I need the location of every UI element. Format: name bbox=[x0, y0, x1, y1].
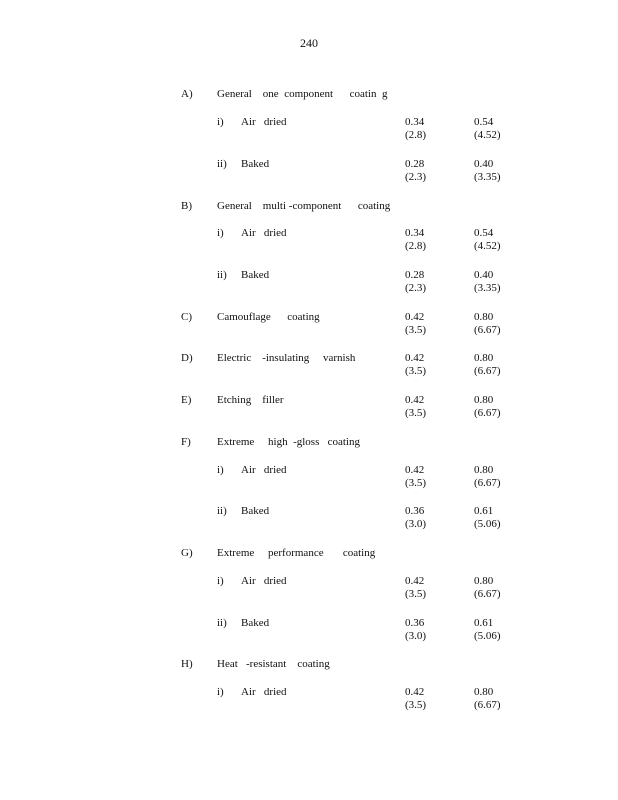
table-row bbox=[0, 311, 618, 341]
value-secondary: (3.0) bbox=[405, 630, 427, 642]
value-secondary: (6.67) bbox=[474, 477, 501, 489]
sub-number: ii) bbox=[217, 269, 227, 281]
sub-number: i) bbox=[217, 575, 224, 587]
sub-label: Air dried bbox=[241, 686, 287, 698]
value-secondary: (2.3) bbox=[405, 282, 427, 294]
section-letter: C) bbox=[181, 311, 192, 323]
section-title: Etching filler bbox=[217, 394, 284, 406]
sub-label: Baked bbox=[241, 158, 270, 170]
value-primary: 0.42 bbox=[405, 464, 425, 476]
value-secondary: (6.67) bbox=[474, 324, 501, 336]
section-heading-h bbox=[0, 658, 618, 688]
sub-label: Baked bbox=[241, 505, 270, 517]
section-title: Electric -insulating varnish bbox=[217, 352, 356, 364]
section-title: Extreme high -gloss coating bbox=[217, 436, 360, 448]
sub-number: i) bbox=[217, 116, 224, 128]
value-secondary: (6.67) bbox=[474, 699, 501, 711]
value-secondary: (3.0) bbox=[405, 518, 427, 530]
section-heading-a bbox=[0, 88, 618, 118]
value-primary: 0.36 bbox=[405, 617, 425, 629]
value-primary: 0.34 bbox=[405, 227, 425, 239]
value-primary: 0.40 bbox=[474, 269, 494, 281]
value-secondary: (6.67) bbox=[474, 588, 501, 600]
sub-label: Air dried bbox=[241, 227, 287, 239]
section-letter: H) bbox=[181, 658, 193, 670]
value-primary: 0.42 bbox=[405, 352, 425, 364]
table-row bbox=[0, 116, 618, 146]
sub-number: i) bbox=[217, 227, 224, 239]
value-secondary: (2.8) bbox=[405, 240, 427, 252]
value-secondary: (2.8) bbox=[405, 129, 427, 141]
section-letter: F) bbox=[181, 436, 191, 448]
section-title: Camouflage coating bbox=[217, 311, 320, 323]
sub-number: ii) bbox=[217, 505, 227, 517]
value-primary: 0.54 bbox=[474, 227, 494, 239]
value-secondary: (3.35) bbox=[474, 171, 501, 183]
value-primary: 0.40 bbox=[474, 158, 494, 170]
value-primary: 0.80 bbox=[474, 575, 494, 587]
page-number: 240 bbox=[300, 36, 318, 50]
section-heading-b bbox=[0, 200, 618, 230]
section-heading-g bbox=[0, 547, 618, 577]
value-primary: 0.42 bbox=[405, 575, 425, 587]
sub-number: ii) bbox=[217, 617, 227, 629]
value-secondary: (3.5) bbox=[405, 365, 427, 377]
value-secondary: (3.35) bbox=[474, 282, 501, 294]
section-heading-f bbox=[0, 436, 618, 466]
sub-label: Baked bbox=[241, 269, 270, 281]
section-letter: A) bbox=[181, 88, 193, 100]
value-primary: 0.54 bbox=[474, 116, 494, 128]
section-title: Heat -resistant coating bbox=[217, 658, 330, 670]
value-secondary: (3.5) bbox=[405, 699, 427, 711]
value-primary: 0.42 bbox=[405, 686, 425, 698]
value-secondary: (4.52) bbox=[474, 129, 501, 141]
section-letter: B) bbox=[181, 200, 192, 212]
section-title: Extreme performance coating bbox=[217, 547, 376, 559]
value-primary: 0.28 bbox=[405, 158, 425, 170]
value-primary: 0.28 bbox=[405, 269, 425, 281]
sub-label: Air dried bbox=[241, 116, 287, 128]
value-primary: 0.80 bbox=[474, 464, 494, 476]
value-secondary: (4.52) bbox=[474, 240, 501, 252]
table-row bbox=[0, 227, 618, 257]
section-title: General one component coatin g bbox=[217, 88, 388, 100]
value-secondary: (3.5) bbox=[405, 588, 427, 600]
table-row bbox=[0, 158, 618, 188]
sub-number: ii) bbox=[217, 158, 227, 170]
value-secondary: (5.06) bbox=[474, 518, 501, 530]
value-primary: 0.80 bbox=[474, 311, 494, 323]
table-row bbox=[0, 269, 618, 299]
section-letter: D) bbox=[181, 352, 193, 364]
value-primary: 0.80 bbox=[474, 352, 494, 364]
table-row bbox=[0, 575, 618, 605]
value-secondary: (3.5) bbox=[405, 477, 427, 489]
sub-label: Baked bbox=[241, 617, 270, 629]
value-secondary: (5.06) bbox=[474, 630, 501, 642]
value-primary: 0.80 bbox=[474, 686, 494, 698]
table-row bbox=[0, 394, 618, 424]
sub-label: Air dried bbox=[241, 575, 287, 587]
value-primary: 0.61 bbox=[474, 617, 494, 629]
sub-number: i) bbox=[217, 464, 224, 476]
value-secondary: (3.5) bbox=[405, 324, 427, 336]
table-row bbox=[0, 505, 618, 535]
value-primary: 0.42 bbox=[405, 394, 425, 406]
table-row bbox=[0, 352, 618, 382]
value-primary: 0.36 bbox=[405, 505, 425, 517]
table-row bbox=[0, 464, 618, 494]
sub-label: Air dried bbox=[241, 464, 287, 476]
sub-number: i) bbox=[217, 686, 224, 698]
table-row bbox=[0, 686, 618, 716]
value-primary: 0.80 bbox=[474, 394, 494, 406]
table-row bbox=[0, 617, 618, 647]
value-primary: 0.34 bbox=[405, 116, 425, 128]
section-title: General multi -component coating bbox=[217, 200, 391, 212]
value-primary: 0.61 bbox=[474, 505, 494, 517]
section-letter: G) bbox=[181, 547, 193, 559]
value-secondary: (2.3) bbox=[405, 171, 427, 183]
section-letter: E) bbox=[181, 394, 192, 406]
value-secondary: (6.67) bbox=[474, 365, 501, 377]
value-secondary: (3.5) bbox=[405, 407, 427, 419]
value-primary: 0.42 bbox=[405, 311, 425, 323]
value-secondary: (6.67) bbox=[474, 407, 501, 419]
